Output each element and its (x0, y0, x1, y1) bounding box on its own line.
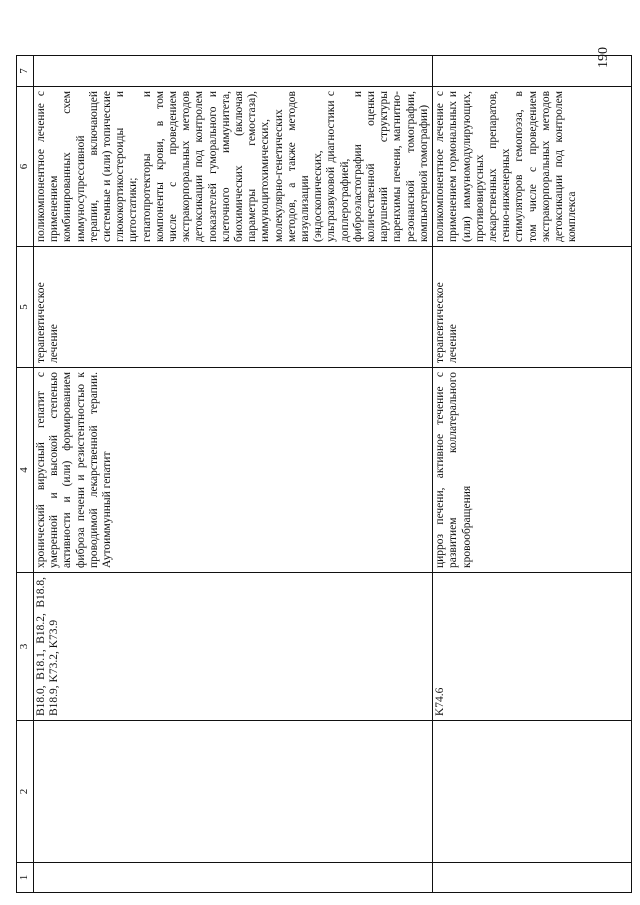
diagnosis-cell: хронический вирусный гепатит с умеренной и высокой степенью активности и (или) формированием фиброза печени и резистентностью к проводимой лекарственной терапии. Аутоиммунный гепатит (34, 368, 433, 573)
icd-codes-cell: K74.6 (433, 573, 632, 721)
column-number-4: 4 (17, 368, 34, 573)
treatment-type-cell: терапевтическое лечение (34, 247, 433, 368)
column-number-5: 5 (17, 247, 34, 368)
column-number-7: 7 (17, 56, 34, 87)
cell-col2 (433, 721, 632, 863)
table-row (34, 56, 433, 893)
cell-col1 (433, 863, 632, 893)
page-number: 190 (596, 47, 611, 68)
treatment-type-cell: терапевтическое лечение (433, 247, 632, 368)
column-number-6: 6 (17, 87, 34, 247)
treatment-method-cell: поликомпонентное лечение с применением гормональных и (или) иммуномодулирующих, противовирусных лекарственных препаратов, генно-инженерных стимуляторов гемопоэза, в том числе с проведением экстракорпоральных методов детоксикации под контролем комплекса (433, 87, 632, 247)
treatment-method-cell: поликомпонентное лечение с применением комбинированных схем иммуносупрессивной терапии, включающей системные и (или) топические глюкокортикостероиды и цитостатики; гепатопротекторы и компоненты крови, в том числе с проведением экстракорпоральных методов детоксикации под контролем показателей гуморального и клеточного иммунитета, биохимических (включая параметры гемостаза), иммуноцитохимических, молекулярно-генетических методов, а также методов визуализации (эндоскопических, ультразвуковой диагностики с доплерографией, фиброэластографии и количественной оценки нарушений структуры паренхимы печени, магнитно-резонансной томографии, компьютерной томографии) (34, 87, 433, 247)
icd-codes-cell: B18.0, B18.1, B18.2, B18.8, B18.9, K73.2, K73.9 (34, 573, 433, 721)
column-number-header-row (17, 56, 34, 893)
diagnosis-cell: цирроз печени, активное течение с развитием коллатерального кровообращения (433, 368, 632, 573)
table-row (433, 56, 632, 893)
treatment-table (16, 55, 632, 893)
cell-col2 (34, 721, 433, 863)
cell-col7 (433, 56, 632, 87)
cell-col1 (34, 863, 433, 893)
column-number-3: 3 (17, 573, 34, 721)
rotated-table-area (16, 56, 632, 893)
column-number-1: 1 (17, 863, 34, 893)
column-number-2: 2 (17, 721, 34, 863)
table-rotation-frame (16, 56, 632, 893)
cell-col7 (34, 56, 433, 87)
